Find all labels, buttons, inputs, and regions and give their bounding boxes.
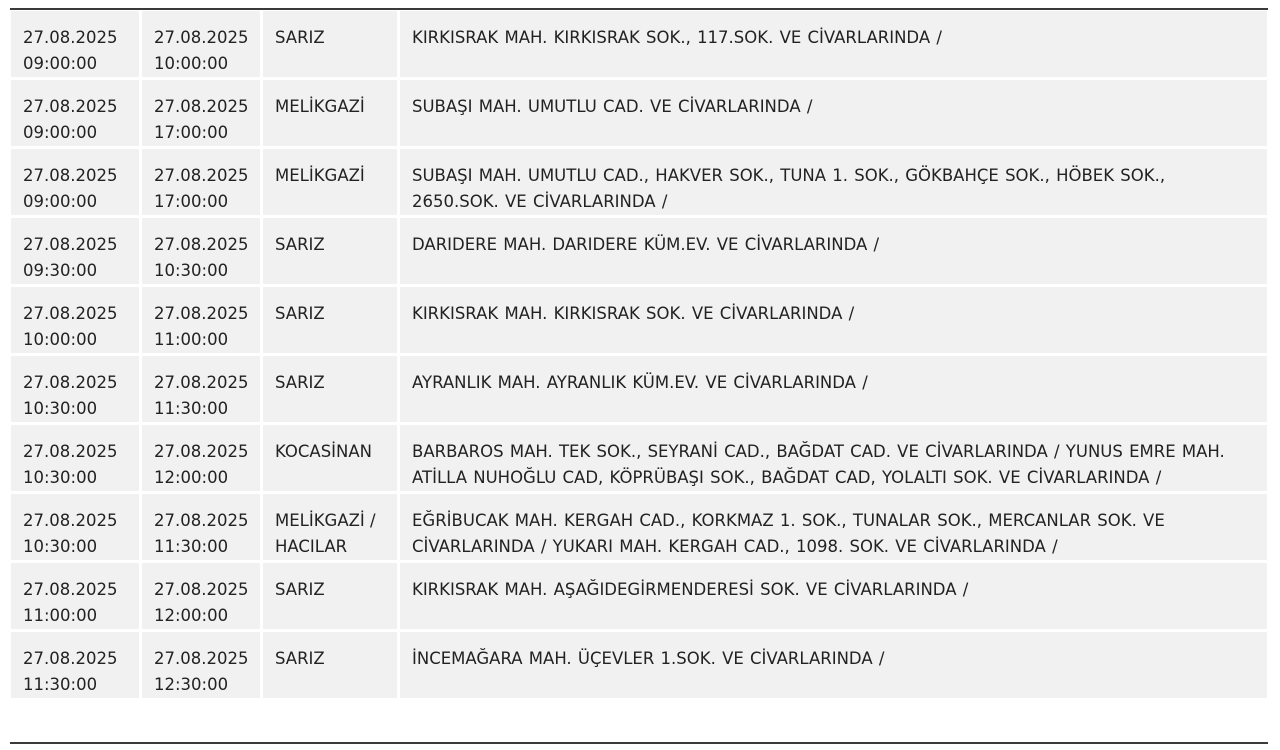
address-cell: SUBAŞI MAH. UMUTLU CAD. VE CİVARLARINDA /: [400, 80, 1267, 146]
power-outage-table: [8, 8, 1270, 701]
start-time: 11:00:00: [23, 606, 98, 625]
district-cell: SARIZ: [263, 11, 397, 77]
address-cell: DARIDERE MAH. DARIDERE KÜM.EV. VE CİVARLARINDA /: [400, 218, 1267, 284]
address-cell: İNCEMAĞARA MAH. ÜÇEVLER 1.SOK. VE CİVARLARINDA /: [400, 632, 1267, 698]
start-time: 09:00:00: [23, 123, 98, 142]
end-date: 27.08.2025: [154, 166, 249, 185]
district-cell: KOCASİNAN: [263, 425, 397, 491]
address-cell: KIRKISRAK MAH. AŞAĞIDEGİRMENDERESİ SOK. VE CİVARLARINDA /: [400, 563, 1267, 629]
start-time: 10:30:00: [23, 537, 98, 556]
start-datetime-cell: [11, 149, 139, 215]
start-date: 27.08.2025: [23, 442, 118, 461]
start-time: 09:00:00: [23, 54, 98, 73]
end-datetime-cell: [142, 287, 260, 353]
table-row: [11, 149, 1267, 215]
table-row: [11, 425, 1267, 491]
district-cell: SARIZ: [263, 632, 397, 698]
address-cell: SUBAŞI MAH. UMUTLU CAD., HAKVER SOK., TUNA 1. SOK., GÖKBAHÇE SOK., HÖBEK SOK., 2650.SOK. VE CİVARLARINDA /: [400, 149, 1267, 215]
start-datetime-cell: [11, 494, 139, 560]
start-datetime-cell: [11, 632, 139, 698]
end-date: 27.08.2025: [154, 28, 249, 47]
end-time: 10:00:00: [154, 54, 229, 73]
end-date: 27.08.2025: [154, 580, 249, 599]
start-datetime-cell: [11, 80, 139, 146]
end-date: 27.08.2025: [154, 373, 249, 392]
start-date: 27.08.2025: [23, 166, 118, 185]
table-row: [11, 494, 1267, 560]
table-row: [11, 563, 1267, 629]
address-cell: EĞRİBUCAK MAH. KERGAH CAD., KORKMAZ 1. SOK., TUNALAR SOK., MERCANLAR SOK. VE CİVARLARINDA / YUKARI MAH. KERGAH CAD., 1098. SOK. VE CİVARLARINDA /: [400, 494, 1267, 560]
district-cell: MELİKGAZİ / HACILAR: [263, 494, 397, 560]
address-cell: KIRKISRAK MAH. KIRKISRAK SOK., 117.SOK. VE CİVARLARINDA /: [400, 11, 1267, 77]
end-date: 27.08.2025: [154, 649, 249, 668]
end-date: 27.08.2025: [154, 511, 249, 530]
end-time: 12:00:00: [154, 468, 229, 487]
end-time: 17:00:00: [154, 192, 229, 211]
start-time: 09:00:00: [23, 192, 98, 211]
start-date: 27.08.2025: [23, 304, 118, 323]
table-row: [11, 80, 1267, 146]
end-datetime-cell: [142, 425, 260, 491]
end-time: 12:00:00: [154, 606, 229, 625]
start-time: 10:00:00: [23, 330, 98, 349]
start-date: 27.08.2025: [23, 235, 118, 254]
start-time: 10:30:00: [23, 399, 98, 418]
table-bottom-border: [10, 742, 1268, 744]
end-datetime-cell: [142, 11, 260, 77]
table-row: [11, 11, 1267, 77]
district-cell: MELİKGAZİ: [263, 80, 397, 146]
district-cell: MELİKGAZİ: [263, 149, 397, 215]
start-datetime-cell: [11, 218, 139, 284]
end-time: 12:30:00: [154, 675, 229, 694]
end-time: 17:00:00: [154, 123, 229, 142]
end-date: 27.08.2025: [154, 442, 249, 461]
end-time: 11:00:00: [154, 330, 229, 349]
address-cell: AYRANLIK MAH. AYRANLIK KÜM.EV. VE CİVARLARINDA /: [400, 356, 1267, 422]
start-date: 27.08.2025: [23, 97, 118, 116]
end-date: 27.08.2025: [154, 97, 249, 116]
start-time: 10:30:00: [23, 468, 98, 487]
end-datetime-cell: [142, 356, 260, 422]
start-date: 27.08.2025: [23, 511, 118, 530]
end-date: 27.08.2025: [154, 235, 249, 254]
end-datetime-cell: [142, 563, 260, 629]
start-datetime-cell: [11, 356, 139, 422]
table-row: [11, 218, 1267, 284]
start-datetime-cell: [11, 287, 139, 353]
district-cell: SARIZ: [263, 356, 397, 422]
start-date: 27.08.2025: [23, 580, 118, 599]
end-time: 10:30:00: [154, 261, 229, 280]
start-date: 27.08.2025: [23, 649, 118, 668]
table-row: [11, 287, 1267, 353]
table-row: [11, 356, 1267, 422]
start-datetime-cell: [11, 11, 139, 77]
district-cell: SARIZ: [263, 218, 397, 284]
end-time: 11:30:00: [154, 537, 229, 556]
district-cell: SARIZ: [263, 563, 397, 629]
start-datetime-cell: [11, 563, 139, 629]
district-cell: SARIZ: [263, 287, 397, 353]
start-date: 27.08.2025: [23, 28, 118, 47]
end-datetime-cell: [142, 149, 260, 215]
start-time: 11:30:00: [23, 675, 98, 694]
end-datetime-cell: [142, 632, 260, 698]
address-cell: BARBAROS MAH. TEK SOK., SEYRANİ CAD., BAĞDAT CAD. VE CİVARLARINDA / YUNUS EMRE MAH. ATİLLA NUHOĞLU CAD, KÖPRÜBAŞI SOK., BAĞDAT CAD, YOLALTI SOK. VE CİVARLARINDA /: [400, 425, 1267, 491]
start-datetime-cell: [11, 425, 139, 491]
end-date: 27.08.2025: [154, 304, 249, 323]
start-time: 09:30:00: [23, 261, 98, 280]
start-date: 27.08.2025: [23, 373, 118, 392]
address-cell: KIRKISRAK MAH. KIRKISRAK SOK. VE CİVARLARINDA /: [400, 287, 1267, 353]
end-time: 11:30:00: [154, 399, 229, 418]
end-datetime-cell: [142, 218, 260, 284]
end-datetime-cell: [142, 494, 260, 560]
end-datetime-cell: [142, 80, 260, 146]
table-row: [11, 632, 1267, 698]
